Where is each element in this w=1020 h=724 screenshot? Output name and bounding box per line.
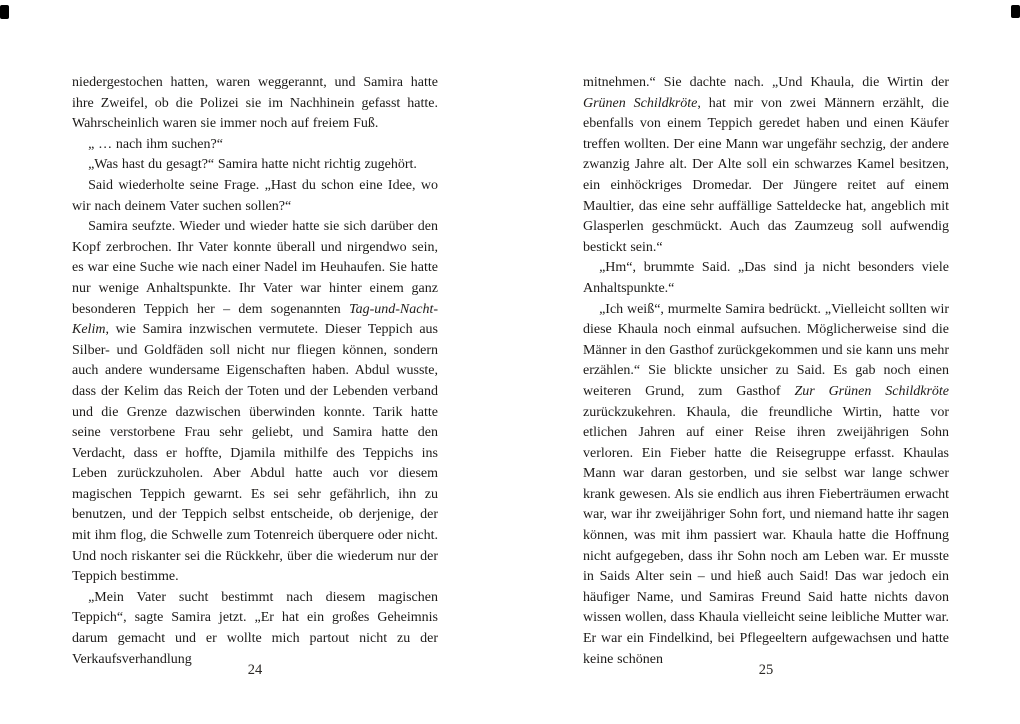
paragraph: [72, 155, 438, 176]
text-segment: , wie Samira inzwischen vermutete. Dieser Teppich aus Silber- und Goldfäden soll nicht nur fliegen können, sondern auch andere wundersame Eigenschaften haben. Abdul wusste, dass der Kelim das Reich der Toten und der Lebenden verband und die Grenze dazwischen überwinden konnte. Tarik hatte seine verstorbene Frau sehr geliebt, und Samira hatte den Verdacht, dass er hoffte, Djamila mithilfe des Teppichs ins Leben zurückzuholen. Aber Abdul hatte auch vor diesem magischen Teppich gewarnt. Es sei sehr gefährlich, ihn zu benutzen, und der Teppich selbst entscheide, ob derjenige, der mit ihm flog, die Schwelle zum Totenreich überquere oder nicht. Und noch riskanter sei die Rückkehr, über die wiederum nur der Teppich bestimme.: [72, 322, 438, 585]
italic-text-segment: Zur Grünen Schildkröte: [794, 383, 949, 399]
page-25-text: [583, 73, 949, 670]
scan-corner-artifact-left: [0, 5, 9, 19]
page-24: [72, 73, 438, 678]
page-number-25: 25: [758, 662, 774, 678]
text-segment: , hat mir von zwei Männern erzählt, die ebenfalls von einem Teppich geredet haben und einen Käufer treffen wollten. Der eine Mann war ungefähr sechzig, der andere zwanzig Jahre alt. Der Alte soll ein schwarzes Kamel besitzen, ein einhöckriges Dromedar. Der Jüngere reitet auf einem Maultier, das eine sehr auffällige Satteldecke hat, angeblich mit Glasperlen geschmückt. Auch das Zaumzeug soll aufwendig bestickt sein.“: [583, 95, 949, 255]
paragraph: [72, 217, 438, 588]
text-segment: „Mein Vater sucht bestimmt nach diesem magischen Teppich“, sagte Samira jetzt. „Er hat ein großes Geheimnis darum gemacht und er wollte mich partout nicht zu der Verkaufsverhandlung: [72, 589, 438, 667]
page-number-24: 24: [247, 662, 263, 678]
text-segment: „Hm“, brummte Said. „Das sind ja nicht besonders viele Anhaltspunkte.“: [583, 260, 949, 296]
paragraph: [583, 258, 949, 299]
text-segment: „Ich weiß“, murmelte Samira bedrückt. „Vielleicht sollten wir diese Khaula noch einmal aufsuchen. Möglicherweise sind die Männer in den Gasthof zurückgekommen und sie kann uns mehr erzählen.“ Sie blickte unsicher zu Said. Es gab noch einen weiteren Grund, zum Gasthof: [583, 301, 949, 399]
text-segment: mitnehmen.“ Sie dachte nach. „Und Khaula, die Wirtin der: [583, 75, 949, 90]
text-segment: „ … nach ihm suchen?“: [88, 136, 223, 152]
scan-corner-artifact-right: [1011, 5, 1020, 18]
paragraph: [72, 135, 438, 156]
paragraph: [72, 73, 438, 135]
paragraph: [583, 300, 949, 671]
page-24-text: [72, 73, 438, 670]
text-segment: zurückzukehren. Khaula, die freundliche Wirtin, hatte vor etlichen Jahren auf einer Reise ihren zweijährigen Sohn verloren. Ein Fieber hatte die Reisegruppe erfasst. Khaulas Mann war daran gestorben, und sie selbst war lange schwer krank gewesen. Als sie endlich aus ihren Fieberträumen erwacht war, war ihr zweijähriger Sohn fort, und niemand hatte ihr sagen können, was mit ihm passiert war. Khaula hatte die Hoffnung nicht aufgegeben, dass ihr Sohn noch am Leben war. Er musste in Saids Alter sein – und hieß auch Said! Das war jedoch ein häufiger Name, und Samiras Freund Said hatte nichts davon wissen wollen, dass Khaula vielleicht seine leibliche Mutter war. Er war ein Findelkind, bei Pflegeeltern aufgewachsen und hatte keine schönen: [583, 404, 949, 667]
italic-text-segment: Tag-und-Nacht-Kelim: [72, 301, 438, 338]
text-segment: Samira seufzte. Wieder und wieder hatte sie sich darüber den Kopf zerbrochen. Ihr Vater konnte überall und nirgendwo sein, es war eine Suche wie nach einer Nadel im Heuhaufen. Sie hatte nur wenige Anhaltspunkte. Ihr Vater war hinter einem ganz besonderen Teppich her – dem sogenannten: [72, 219, 438, 317]
paragraph: [583, 73, 949, 258]
paragraph: [72, 176, 438, 217]
text-segment: Said wiederholte seine Frage. „Hast du schon eine Idee, wo wir nach deinem Vater suchen sollen?“: [72, 177, 438, 214]
text-segment: niedergestochen hatten, waren weggerannt, und Samira hatte ihre Zweifel, ob die Polizei sie im Nachhinein gefasst hatte. Wahrscheinlich waren sie immer noch auf freiem Fuß.: [72, 75, 438, 132]
paragraph: [72, 588, 438, 670]
page-25: [583, 73, 949, 678]
text-segment: „Was hast du gesagt?“ Samira hatte nicht richtig zugehört.: [88, 157, 417, 173]
italic-text-segment: Grünen Schildkröte: [583, 95, 698, 111]
